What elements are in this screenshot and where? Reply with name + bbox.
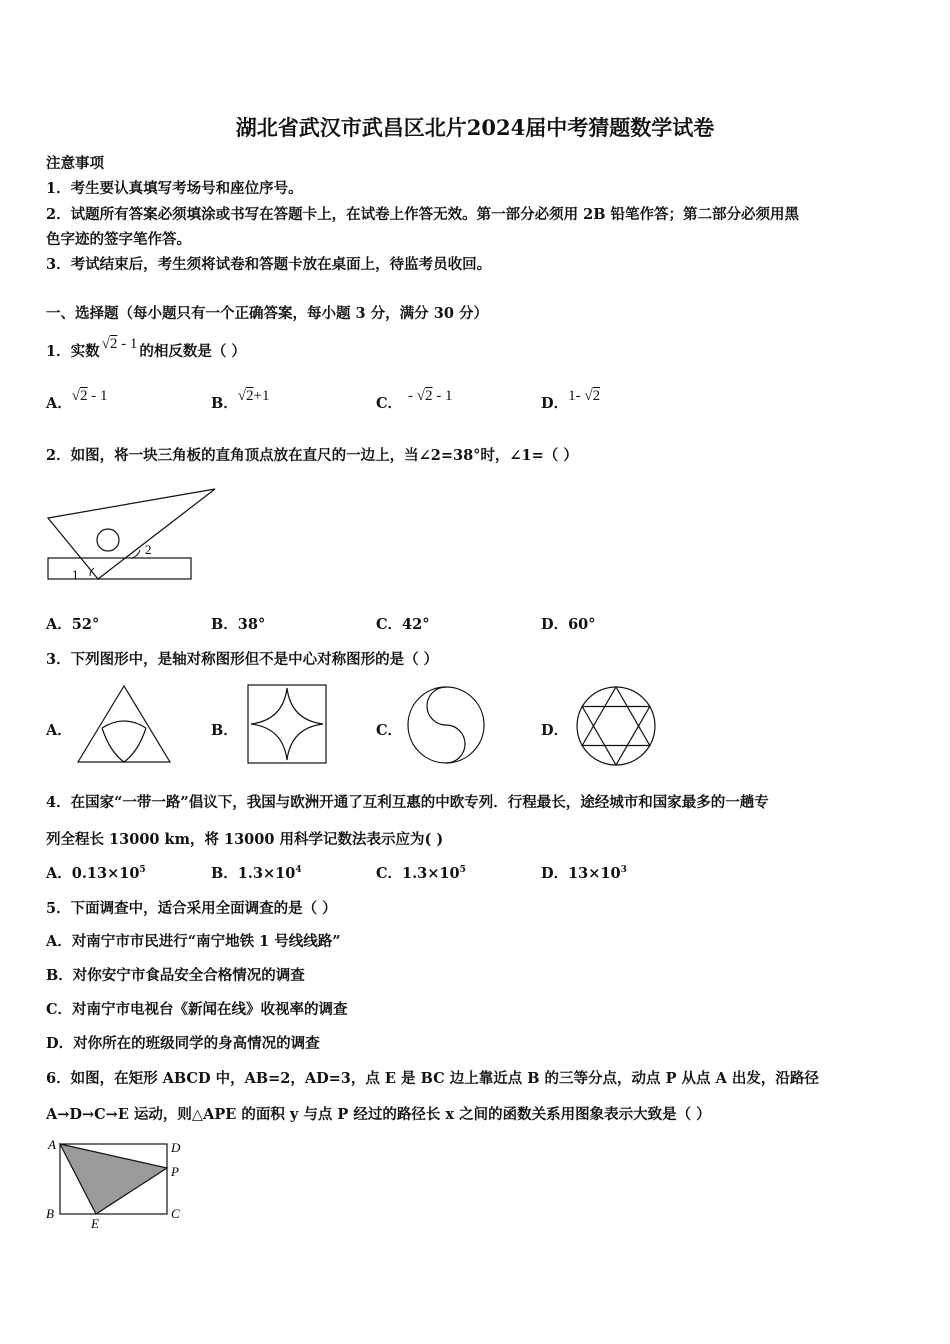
- angle-1-label: 1: [72, 567, 79, 582]
- option-d[interactable]: D．: [541, 722, 569, 739]
- q1-root: 2: [109, 336, 118, 352]
- option-b[interactable]: B．$1.3\times 10^4$: [211, 865, 302, 882]
- label-d: D: [171, 1140, 181, 1155]
- q1-tail: - 1: [121, 336, 138, 352]
- option-b[interactable]: [211, 388, 270, 413]
- triangle-arcs-figure: [76, 684, 172, 764]
- q1-suffix: 的相反数是（ ）: [139, 343, 246, 360]
- rectangle-abcd-figure: [40, 1136, 190, 1236]
- label-c: C: [171, 1206, 180, 1221]
- triangle-shape: [48, 489, 215, 579]
- circle-hole: [97, 529, 119, 551]
- option-label: C．: [376, 395, 403, 412]
- option-a[interactable]: [46, 388, 108, 413]
- ruler-triangle-figure: [44, 486, 224, 586]
- option-d[interactable]: [541, 388, 601, 413]
- label-b: B: [46, 1206, 54, 1221]
- hexagram-figure: [575, 685, 657, 767]
- option-c[interactable]: [376, 388, 453, 413]
- option-c[interactable]: C．42°: [376, 616, 430, 633]
- option-a[interactable]: A．52°: [46, 616, 100, 633]
- option-label: D．: [541, 395, 569, 412]
- question-6-stem: 6．如图，在矩形 ABCD 中，AB=2，AD=3，点 E 是 BC 边上靠近点 B 的三等分点，动点 P 从点 A 出发，沿路径: [46, 1070, 819, 1087]
- option-expression: - √2 - 1: [408, 388, 453, 404]
- notice-item: 2．试题所有答案必须填涂或书写在答题卡上，在试卷上作答无效。第一部分必须用 2B 铅笔作答；第二部分必须用黑: [46, 206, 800, 223]
- question-3-stem: 3．下列图形中，是轴对称图形但不是中心对称图形的是（ ）: [46, 651, 439, 668]
- question-6-stem: A→D→C→E 运动，则△APE 的面积 y 与点 P 经过的路径长 x 之间的函数关系用图象表示大致是（ ）: [46, 1106, 711, 1123]
- page-title: 湖北省武汉市武昌区北片2024届中考猜题数学试卷: [235, 115, 715, 140]
- option-b[interactable]: B．对你安宁市食品安全合格情况的调查: [46, 967, 305, 984]
- q1-expression: √2 - 1: [101, 336, 138, 352]
- notice-heading: 注意事项: [46, 155, 104, 172]
- label-a: A: [48, 1137, 56, 1152]
- option-label: B．: [211, 395, 238, 412]
- yin-yang-figure: [406, 685, 486, 765]
- question-5-stem: 5．下面调查中，适合采用全面调查的是（ ）: [46, 900, 337, 917]
- option-d[interactable]: D．对你所在的班级同学的身高情况的调查: [46, 1035, 320, 1052]
- option-c[interactable]: C．: [376, 722, 403, 739]
- notice-item: 1．考生要认真填写考场号和座位序号。: [46, 180, 303, 197]
- option-expression: √2+1: [237, 388, 270, 404]
- option-d[interactable]: D．$13\times 10^3$: [541, 865, 627, 882]
- option-d[interactable]: D．60°: [541, 616, 596, 633]
- question-1-stem: [46, 336, 246, 361]
- option-c[interactable]: C．对南宁市电视台《新闻在线》收视率的调查: [46, 1001, 348, 1018]
- triangle-ape: [60, 1144, 167, 1214]
- question-4-stem: 4．在国家“一带一路”倡议下，我国与欧洲开通了互利互惠的中欧专列．行程最长，途经城市和国家最多的一趟专: [46, 794, 769, 811]
- notice-item: 色字迹的签字笔作答。: [46, 231, 191, 248]
- option-label: A．: [46, 395, 72, 412]
- star-square-figure: [247, 684, 327, 764]
- option-a[interactable]: A．对南宁市市民进行“南宁地铁 1 号线线路”: [46, 933, 341, 950]
- option-b[interactable]: B．: [211, 722, 238, 739]
- q1-prefix: 1．实数: [46, 343, 100, 360]
- label-p: P: [171, 1164, 179, 1179]
- option-a[interactable]: A．$0.13\times 10^5$: [46, 865, 146, 882]
- option-expression: 1- √2: [568, 388, 601, 404]
- option-c[interactable]: C．$1.3\times 10^5$: [376, 865, 466, 882]
- notice-item: 3．考试结束后，考生须将试卷和答题卡放在桌面上，待监考员收回。: [46, 256, 492, 273]
- option-a[interactable]: A．: [46, 722, 72, 739]
- label-e: E: [91, 1216, 99, 1231]
- option-b[interactable]: B．38°: [211, 616, 266, 633]
- ruler-shape: [48, 558, 191, 579]
- section-heading: 一、选择题（每小题只有一个正确答案，每小题 3 分，满分 30 分）: [46, 305, 488, 322]
- question-2-stem: 2．如图，将一块三角板的直角顶点放在直尺的一边上，当∠2=38°时，∠1=（ ）: [46, 447, 578, 464]
- angle-2-label: 2: [145, 542, 152, 557]
- option-expression: √2 - 1: [71, 388, 108, 404]
- question-4-stem: 列全程长 13000 km，将 13000 用科学记数法表示应为( ): [46, 831, 444, 848]
